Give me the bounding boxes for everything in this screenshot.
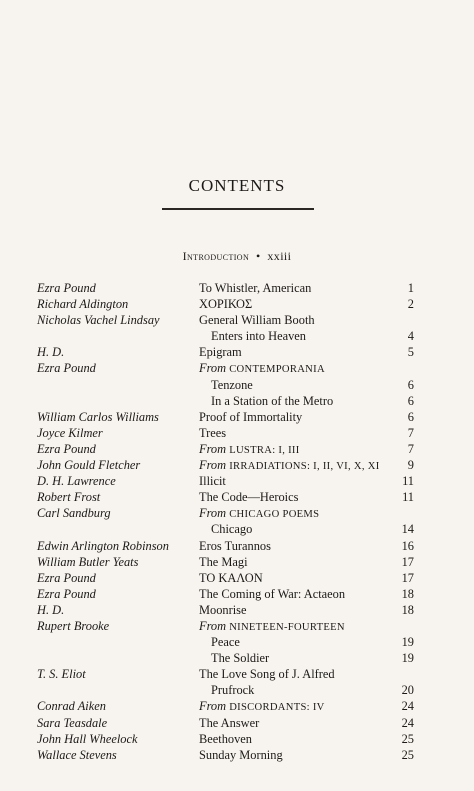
page-number: 5 xyxy=(407,345,414,360)
poem-title-text: In a Station of the Metro xyxy=(211,393,334,408)
page-number: 20 xyxy=(401,683,414,698)
contents-list xyxy=(0,280,474,763)
contents-entry xyxy=(0,312,474,328)
title-rule xyxy=(162,208,314,210)
poem-title-text: Enters into Heaven xyxy=(211,329,306,344)
page-number: 9 xyxy=(407,458,414,473)
poem-title xyxy=(199,715,259,731)
from-label: From xyxy=(199,506,227,521)
poem-title-text: DISCORDANTS: IV xyxy=(229,702,325,714)
poem-title xyxy=(211,393,333,409)
contents-entry xyxy=(0,586,474,602)
poem-title-text: The Magi xyxy=(199,554,248,569)
contents-entry xyxy=(0,393,474,409)
author-name: Ezra Pound xyxy=(37,281,96,295)
poem-title xyxy=(211,377,253,393)
author-name: Ezra Pound xyxy=(37,441,96,456)
page-number: 2 xyxy=(407,297,414,312)
page-number: 16 xyxy=(401,538,414,553)
author-name: Wallace Stevens xyxy=(37,747,117,762)
page-number: 18 xyxy=(401,586,414,601)
author-name: D. H. Lawrence xyxy=(37,474,116,489)
contents-entry xyxy=(0,731,474,747)
poem-title xyxy=(199,554,248,570)
poem-title-text: Proof of Immortality xyxy=(199,409,303,424)
page-number: 25 xyxy=(401,747,414,762)
contents-entry xyxy=(0,457,474,473)
page-number: 11 xyxy=(402,474,414,489)
author-name: T. S. Eliot xyxy=(37,667,86,682)
author-name: Ezra Pound xyxy=(37,586,96,601)
author-name: Robert Frost xyxy=(37,490,101,505)
contents-entry xyxy=(0,489,474,505)
poem-title-text: Tenzone xyxy=(211,377,253,392)
author-name: John Gould Fletcher xyxy=(37,458,141,473)
page-number: 14 xyxy=(401,522,414,537)
from-label: From xyxy=(199,458,227,473)
contents-entry xyxy=(0,360,474,376)
author-name: William Butler Yeats xyxy=(37,554,139,569)
from-label: From xyxy=(199,699,227,714)
contents-entry xyxy=(0,521,474,537)
poem-title-text: The Coming of War: Actaeon xyxy=(199,586,346,601)
page-number: 11 xyxy=(402,490,414,505)
page-number: 24 xyxy=(401,715,414,730)
contents-entry xyxy=(0,682,474,698)
poem-title-text: General William Booth xyxy=(199,313,315,328)
page-number: 19 xyxy=(401,635,414,650)
poem-title-text: Prufrock xyxy=(211,683,255,698)
contents-entry xyxy=(0,473,474,489)
contents-entry xyxy=(0,650,474,666)
page-number: 24 xyxy=(401,699,414,714)
poem-title xyxy=(199,731,252,747)
poem-title-text: NINETEEN-FOURTEEN xyxy=(229,621,345,633)
contents-entry xyxy=(0,505,474,521)
poem-title xyxy=(199,586,345,602)
poem-title-text: Illicit xyxy=(199,474,226,489)
contents-entry xyxy=(0,425,474,441)
poem-title-text: Epigram xyxy=(199,345,242,360)
author-name: Richard Aldington xyxy=(37,297,129,312)
contents-entry xyxy=(0,698,474,714)
bullet-separator: • xyxy=(255,249,261,263)
contents-entry xyxy=(0,328,474,344)
contents-entry xyxy=(0,280,474,296)
poem-title-text: CONTEMPORANIA xyxy=(229,364,325,376)
introduction-page-number: xxiii xyxy=(267,249,292,263)
contents-entry xyxy=(0,344,474,360)
page-number: 4 xyxy=(407,329,414,344)
poem-title-text: IRRADIATIONS: I, II, VI, X, XI xyxy=(229,461,380,473)
page-number: 19 xyxy=(401,651,414,666)
page-number: 6 xyxy=(407,409,414,424)
author-name: John Hall Wheelock xyxy=(37,731,138,746)
introduction-entry xyxy=(0,249,474,264)
poem-title xyxy=(199,602,247,618)
contents-entry xyxy=(0,602,474,618)
author-name: Sara Teasdale xyxy=(37,715,108,730)
poem-title xyxy=(199,473,226,489)
poem-title-text: The Love Song of J. Alfred xyxy=(199,667,335,682)
poem-title-text: ΤΟ ΚΑΛΟΝ xyxy=(199,570,263,585)
poem-title xyxy=(199,747,283,763)
poem-title-text: The Answer xyxy=(199,715,260,730)
author-name: Rupert Brooke xyxy=(37,618,110,633)
contents-entry xyxy=(0,715,474,731)
contents-entry xyxy=(0,441,474,457)
page-number: 6 xyxy=(407,393,414,408)
author-name: Carl Sandburg xyxy=(37,506,111,521)
poem-title-text: Beethoven xyxy=(199,731,252,746)
contents-entry xyxy=(0,747,474,763)
poem-title-text: Chicago xyxy=(211,522,253,537)
poem-title xyxy=(211,634,240,650)
poem-title xyxy=(199,666,335,682)
page-number: 1 xyxy=(407,281,414,295)
contents-entry xyxy=(0,538,474,554)
page-title: CONTENTS xyxy=(188,176,286,195)
contents-entry xyxy=(0,377,474,393)
contents-entry xyxy=(0,554,474,570)
poem-title-text: LUSTRA: I, III xyxy=(229,444,300,456)
from-label: From xyxy=(199,361,227,376)
contents-entry xyxy=(0,409,474,425)
author-name: Edwin Arlington Robinson xyxy=(37,538,169,553)
poem-title xyxy=(211,328,306,344)
poem-title xyxy=(199,570,263,586)
author-name: H. D. xyxy=(37,602,65,617)
contents-entry xyxy=(0,634,474,650)
page-number: 17 xyxy=(401,554,414,569)
contents-entry xyxy=(0,296,474,312)
poem-title xyxy=(199,489,298,505)
poem-title-text: CHICAGO POEMS xyxy=(229,509,320,521)
poem-title-text: Eros Turannos xyxy=(199,538,271,553)
page-number: 18 xyxy=(401,602,414,617)
page-number: 25 xyxy=(401,731,414,746)
poem-title-text: ΧΟΡΙΚΟΣ xyxy=(199,297,253,312)
poem-title xyxy=(199,296,252,312)
from-label: From xyxy=(199,618,227,633)
author-name: H. D. xyxy=(37,345,65,360)
contents-entry xyxy=(0,570,474,586)
poem-title xyxy=(199,344,242,360)
page-number: 17 xyxy=(401,570,414,585)
page-number: 7 xyxy=(407,425,414,440)
poem-title-text: Moonrise xyxy=(199,602,247,617)
from-label: From xyxy=(199,441,227,456)
introduction-label: Introduction xyxy=(182,249,250,263)
page-number: 7 xyxy=(407,441,414,456)
page-number: 6 xyxy=(407,377,414,392)
poem-title xyxy=(199,425,226,441)
author-name: Ezra Pound xyxy=(37,361,96,376)
poem-title xyxy=(211,682,254,698)
author-name: William Carlos Williams xyxy=(37,409,159,424)
author-name: Conrad Aiken xyxy=(37,699,106,714)
poem-title-text: The Code—Heroics xyxy=(199,490,299,505)
contents-entry xyxy=(0,618,474,634)
poem-title xyxy=(199,280,311,296)
poem-title xyxy=(211,521,252,537)
poem-title-text: The Soldier xyxy=(211,651,270,666)
author-name: Joyce Kilmer xyxy=(37,425,103,440)
poem-title xyxy=(199,312,315,328)
author-name: Ezra Pound xyxy=(37,570,96,585)
poem-title xyxy=(211,650,269,666)
poem-title-text: Peace xyxy=(211,635,240,650)
poem-title-text: Trees xyxy=(199,425,227,440)
poem-title-text: To Whistler, American xyxy=(199,281,312,295)
poem-title xyxy=(199,409,302,425)
author-name: Nicholas Vachel Lindsay xyxy=(37,313,160,328)
poem-title-text: Sunday Morning xyxy=(199,747,283,762)
contents-entry xyxy=(0,666,474,682)
poem-title xyxy=(199,538,271,554)
